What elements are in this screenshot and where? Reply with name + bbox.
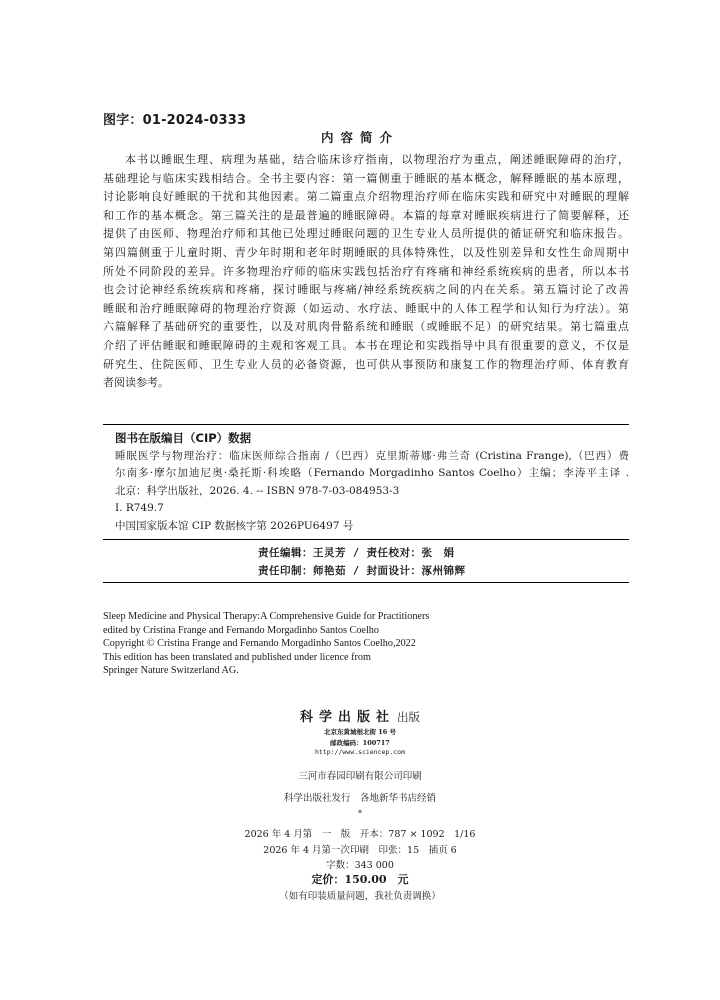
english-copyright-notice	[103, 610, 429, 678]
cip-line: 尔南多·摩尔加迪尼奥·桑托斯·科埃略（Fernando Morgadinho Santos Coelho）主编；李涛平主译 .	[115, 467, 629, 480]
editorial-staff	[258, 544, 465, 580]
publisher-suffix: 出版	[397, 710, 420, 724]
intro-line: 所处不同阶段的差异。许多物理治疗师的临床实践包括治疗有疼痛和神经系统疾病的患者，所以本书	[103, 264, 629, 278]
intro-line: 第四篇侧重于儿童时期、青少年时期和老年时期睡眠的具体特殊性，以及性别差异和女性生命周期中	[103, 245, 629, 259]
intro-line: 研究生、住院医师、卫生专业人员的必备资源，也可供从事预防和康复工作的物理治疗师、体育教育	[103, 357, 629, 371]
intro-line: 提供了由医师、物理治疗师和其他已处理过睡眠问题的卫生专业人员所提供的循证研究和临床报告。	[103, 227, 629, 241]
english-line: Sleep Medicine and Physical Therapy:A Comprehensive Guide for Practitioners	[103, 611, 430, 622]
publisher-url: http://www.sciencep.com	[314, 748, 405, 756]
cip-heading: 图书在版编目（CIP）数据	[115, 431, 252, 445]
english-line: Copyright © Cristina Frange and Fernando Morgadinho Santos Coelho,2022	[103, 638, 416, 649]
printer: 三河市春园印刷有限公司印刷	[298, 771, 422, 782]
editor-line: 责任印制：师艳茹 / 封面设计：涿州锦辉	[258, 565, 466, 577]
quality-notice: （如有印装质量问题，我社负责调换）	[279, 891, 441, 902]
intro-line: 介绍了评估睡眠和睡眠障碍的主观和客观工具。本书在理论和实践指导中具有很重要的意义，不仅是	[103, 338, 629, 352]
english-line: edited by Cristina Frange and Fernando Morgadinho Santos Coelho	[103, 624, 379, 636]
intro-line: 和工作的基本概念。第三篇关注的是最普遍的睡眠障碍。本篇的每章对睡眠疾病进行了简要解释，还	[103, 208, 629, 222]
cip-line: 北京：科学出版社，2026. 4. -- ISBN 978-7-03-084953-3	[115, 484, 400, 497]
intro-line: 六篇解释了基础研究的重要性，以及对肌肉骨骼系统和睡眠（或睡眠不足）的研究结果。第七篇重点	[103, 320, 629, 334]
intro-line: 者阅读参考。	[103, 376, 169, 390]
divider-top	[103, 424, 629, 425]
edition-info: 2026 年 4 月第 一 版 开本：787 × 1092 1/16	[244, 829, 476, 840]
introduction-text	[103, 151, 629, 393]
cip-line: 睡眠医学与物理治疗：临床医师综合指南 /（巴西）克里斯蒂娜·弗兰奇 (Cristina Frange),（巴西）费	[115, 450, 629, 462]
price: 定价：150.00 元	[311, 873, 409, 886]
publisher-block	[0, 706, 720, 725]
english-line: This edition has been translated and published under licence from	[103, 651, 371, 663]
distribution: 科学出版社发行 各地新华书店经销	[283, 793, 436, 804]
intro-line: 本书以睡眠生理、病理为基础，结合临床诊疗指南，以物理治疗为重点，阐述睡眠障碍的治疗，	[125, 153, 629, 166]
separator-star: *	[358, 809, 362, 818]
publisher-logo: 科学出版社	[299, 710, 395, 725]
divider-middle	[103, 539, 629, 540]
intro-line: 基础理论与临床实践相结合。全书主要内容：第一篇侧重于睡眠的基本概念，解释睡眠的基本原理，	[103, 171, 629, 185]
english-line: Springer Nature Switzerland AG.	[103, 665, 239, 676]
registration-number: 图字：01-2024-0333	[103, 113, 247, 128]
introduction-title: 内容简介	[320, 130, 399, 145]
editor-line: 责任编辑：王灵芳 / 责任校对：张 娟	[258, 547, 455, 559]
intro-line: 睡眠和治疗睡眠障碍的物理治疗资源（如运动、水疗法、睡眠中的人体工程学和认知行为疗法）。第	[103, 301, 629, 315]
intro-line: 讨论影响良好睡眠的干扰和其他因素。第二篇重点介绍物理治疗师在临床实践和研究中对睡眠的理解	[103, 190, 629, 204]
word-count: 字数：343 000	[326, 860, 394, 871]
impression-info: 2026 年 4 月第一次印刷 印张：15 插页 6	[263, 845, 457, 856]
cip-data	[115, 448, 629, 535]
divider-bottom	[103, 582, 629, 583]
publisher-postcode: 邮政编码：100717	[330, 739, 390, 747]
cip-line: Ⅰ. R749.7	[115, 502, 164, 515]
publisher-address: 北京东黄城根北街 16 号	[323, 728, 397, 736]
intro-line: 也会讨论神经系统疾病和疼痛，探讨睡眠与疼痛/神经系统疾病之间的内在关系。第五篇讨论了改善	[103, 283, 629, 297]
cip-line: 中国国家版本馆 CIP 数据核字第 2026PU6497 号	[115, 519, 354, 532]
